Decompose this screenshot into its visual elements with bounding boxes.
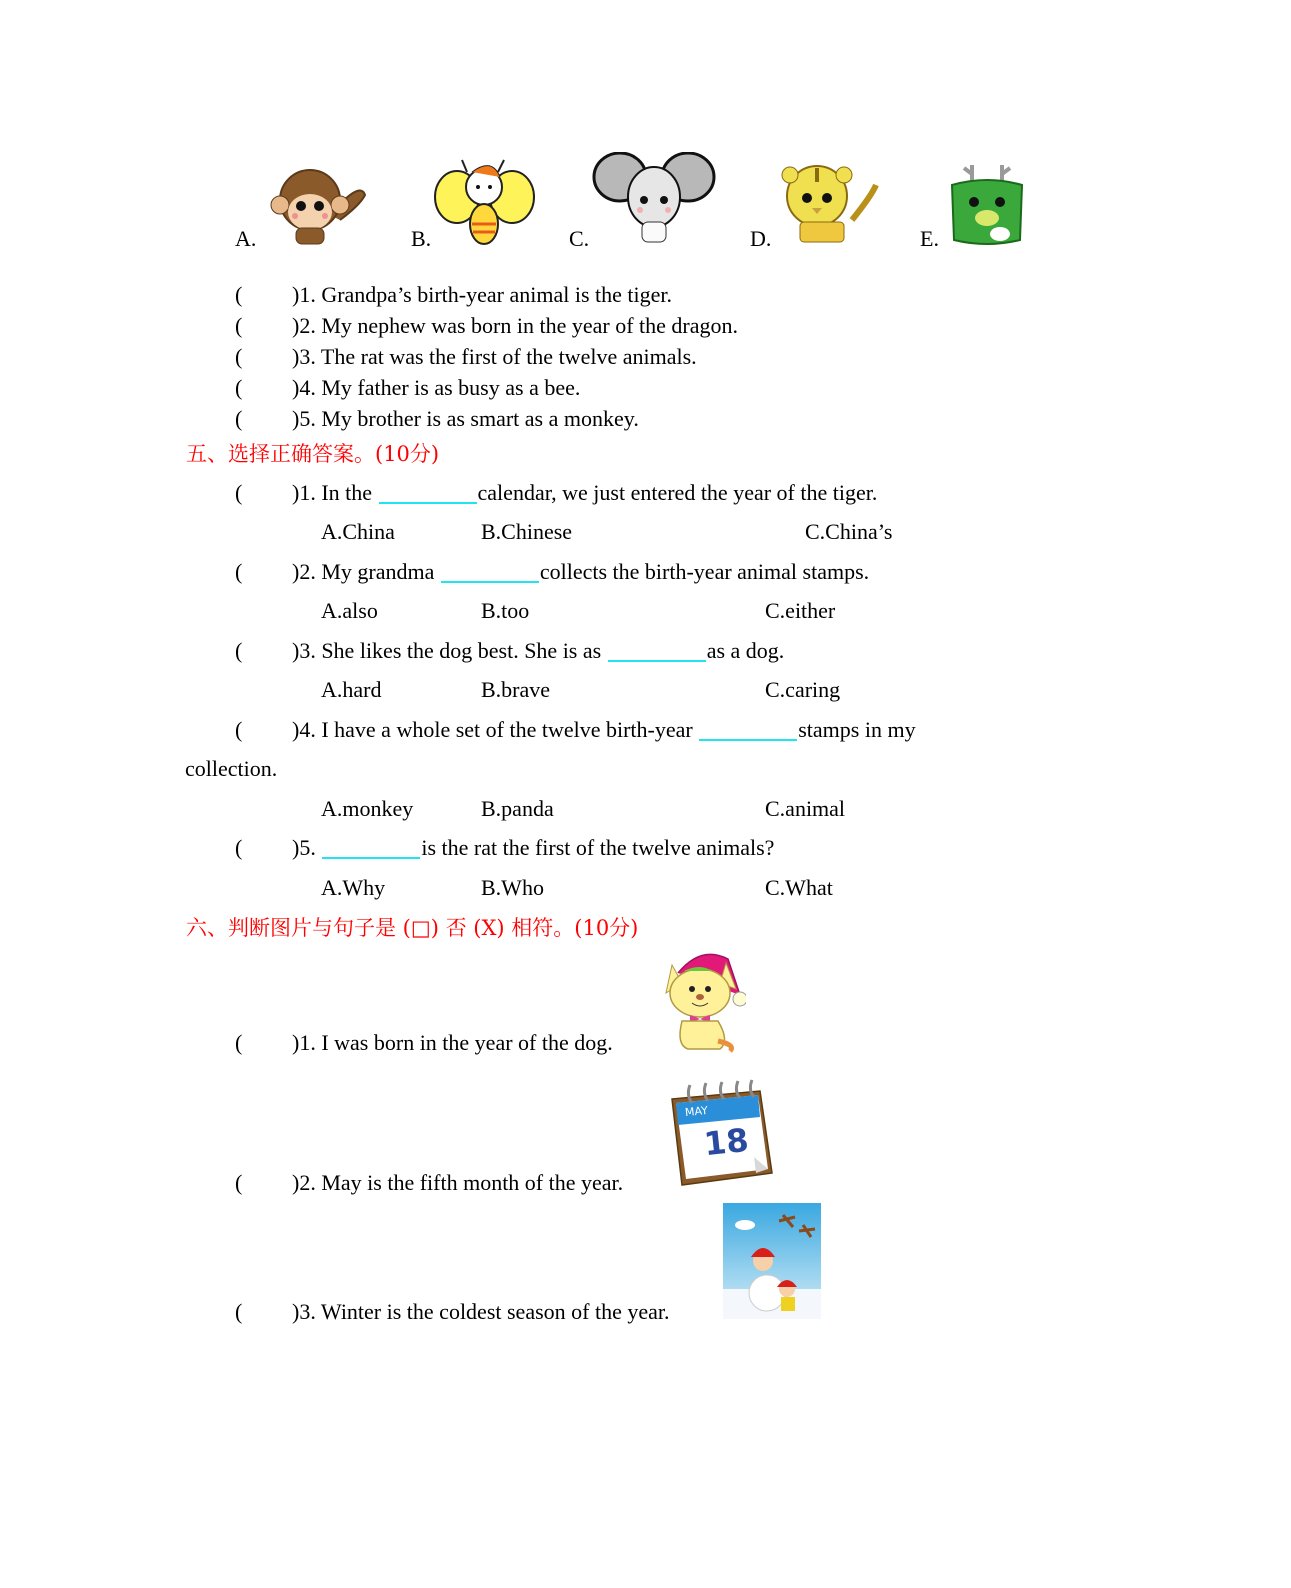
answer-paren[interactable]: ( [235,375,243,400]
option-label-e: E. [920,226,939,251]
section6-heading: 六、判断图片与句子是 (□) 否 (X) 相符。(10分) [186,916,639,940]
option-label-b: B. [411,226,432,251]
statement-text: )1. I was born in the year of the dog. [292,1030,613,1055]
choice-c: C.What [765,875,833,900]
answer-paren[interactable]: ( [235,344,243,369]
tiger-picture [772,160,884,244]
question-text [292,715,916,745]
answer-paren[interactable]: ( [235,282,243,307]
calendar-month: MAY [684,1103,709,1120]
choice-c: C.animal [765,796,846,821]
answer-paren[interactable]: ( [235,717,243,742]
monkey-picture [260,160,370,246]
choice-b: B.panda [481,796,554,821]
choice-c: C.caring [765,677,841,702]
choice-b: B.too [481,598,530,623]
fill-blank[interactable] [608,638,706,662]
option-label-c: C. [569,226,590,251]
choice-b: B.Who [481,875,544,900]
statement-text: )2. My nephew was born in the year of the dragon. [292,313,738,338]
winter-scene-picture [723,1203,821,1319]
answer-paren[interactable]: ( [235,638,243,663]
question-continuation: collection. [185,756,278,781]
question-after: calendar, we just entered the year of the tiger. [477,480,878,505]
question-text [292,636,784,666]
answer-paren[interactable]: ( [235,313,243,338]
statement-text: )3. Winter is the coldest season of the year. [292,1299,670,1324]
question-after: is the rat the first of the twelve animals? [421,835,775,860]
rat-picture [592,152,716,246]
choice-b: B.brave [481,677,551,702]
answer-paren[interactable]: ( [235,1299,243,1324]
choice-c: C.China’s [805,519,893,544]
statement-text: )3. The rat was the first of the twelve animals. [292,344,697,369]
choice-a: A.Why [321,875,386,900]
question-before: )2. My grandma [292,559,440,584]
choice-a: A.monkey [321,796,414,821]
fill-blank[interactable] [441,559,539,583]
statement-text: )4. My father is as busy as a bee. [292,375,581,400]
dragon-picture [942,160,1032,246]
question-after: stamps in my [798,717,916,742]
statement-text: )2. May is the fifth month of the year. [292,1170,624,1195]
question-text [292,833,774,863]
option-label-d: D. [750,226,772,251]
answer-paren[interactable]: ( [235,406,243,431]
question-before: )4. I have a whole set of the twelve birth-year [292,717,699,742]
statement-text: )5. My brother is as smart as a monkey. [292,406,639,431]
fill-blank[interactable] [379,480,477,504]
fill-blank[interactable] [699,717,797,741]
answer-paren[interactable]: ( [235,835,243,860]
fill-blank[interactable] [322,835,420,859]
answer-paren[interactable]: ( [235,559,243,584]
calendar-day: 18 [702,1120,751,1164]
question-after: collects the birth-year animal stamps. [539,559,870,584]
question-before: )1. In the [292,480,378,505]
question-after: as a dog. [706,638,785,663]
question-before: )5. [292,835,322,860]
answer-paren[interactable]: ( [235,1030,243,1055]
answer-paren[interactable]: ( [235,1170,243,1195]
choice-a: A.China [321,519,395,544]
statement-text: )1. Grandpa’s birth-year animal is the tiger. [292,282,672,307]
calendar-picture [668,1077,780,1189]
answer-paren[interactable]: ( [235,480,243,505]
cat-picture [656,945,746,1055]
question-text [292,557,869,587]
option-label-a: A. [235,226,257,251]
choice-c: C.either [765,598,836,623]
bee-picture [432,152,536,247]
question-text [292,478,877,508]
choice-b: B.Chinese [481,519,573,544]
section5-heading: 五、选择正确答案。(10分) [186,442,440,466]
choice-a: A.hard [321,677,382,702]
question-before: )3. She likes the dog best. She is as [292,638,607,663]
choice-a: A.also [321,598,378,623]
